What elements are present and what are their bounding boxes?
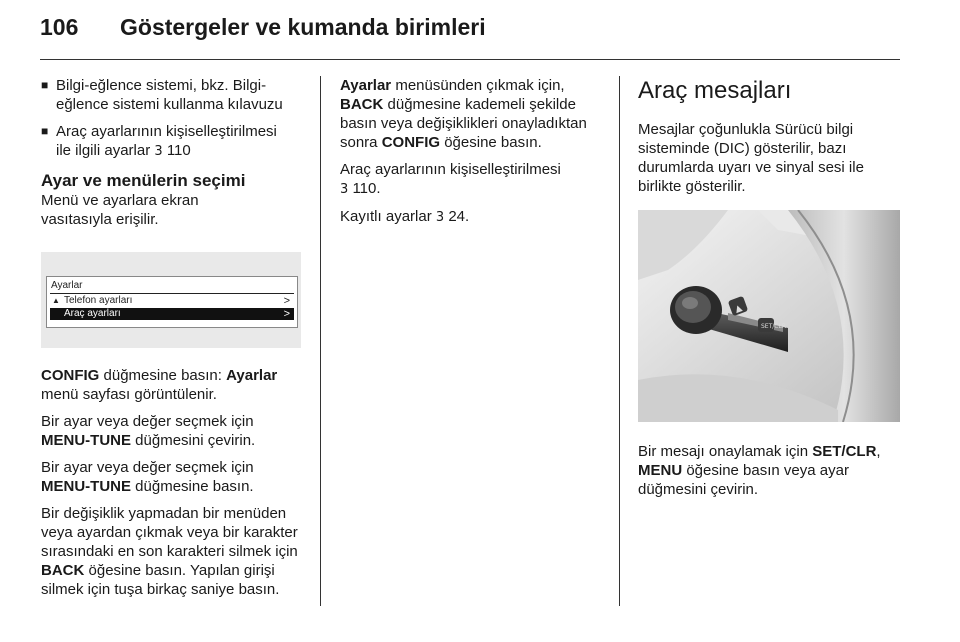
column-divider-1 (320, 76, 321, 606)
page-number: 106 (40, 14, 79, 40)
bullet-icon: ■ (41, 124, 49, 138)
page-ref[interactable]: 110 (166, 142, 191, 159)
page-ref-icon[interactable]: 3 (154, 144, 163, 159)
display-screen (46, 276, 298, 328)
column-2 (340, 76, 602, 235)
screen-title: Ayarlar (51, 280, 83, 291)
para-back: Bir değişiklik yapmadan bir menüden veya ayardan çıkmak veya bir karakter sırasındaki en son karakteri silmek için BACK öğesine basın. Yapılan girişi silmek için tuşa birkaç saniye basın. (41, 505, 298, 598)
column-1 (41, 76, 307, 607)
para-confirm-message: Bir mesajı onaylamak için SET/CLR, MENU öğesine basın veya ayar düğmesini çevirin. (638, 443, 881, 498)
column-divider-2 (619, 76, 620, 606)
para-exit-settings: Ayarlar menüsünden çıkmak için, BACK düğmesine kademeli şekilde basın veya değişiklikleri onayladıktan sonra CONFIG öğesine basın. (340, 77, 587, 151)
screen-divider (50, 293, 294, 294)
screen-row-vehicle-selected: Araç ayarları > (50, 308, 294, 320)
section-heading: Araç mesajları (638, 77, 792, 104)
page-ref-icon[interactable]: 3 (340, 182, 349, 197)
para-menu-tune-turn: Bir ayar veya değer seçmek için MENU-TUNE düğmesini çevirin. (41, 413, 256, 449)
display-illustration (41, 252, 301, 348)
steering-stalk-photo (638, 210, 900, 422)
header-rule (40, 59, 900, 60)
page-title: Göstergeler ve kumanda birimleri (120, 14, 486, 40)
bullet-icon: ■ (41, 78, 49, 92)
settings-intro: Menü ve ayarlara ekran vasıtasıyla erişilir. (41, 192, 199, 228)
chevron-right-icon: > (283, 295, 290, 307)
page-ref[interactable]: 24. (448, 208, 470, 225)
subheading-settings: Ayar ve menülerin seçimi (41, 171, 246, 190)
page-ref[interactable]: 110. (352, 180, 381, 197)
bullet-infotainment: ■ Bilgi-eğlence sistemi, bkz. Bilgi- eğlence sistemi kullanma kılavuzu (41, 77, 283, 113)
triangle-up-icon: ▲ (52, 296, 60, 305)
bullet-vehicle-settings: ■ Araç ayarlarının kişiselleştirilmesi ile ilgili ayarlar 3 110 (41, 123, 277, 159)
svg-text:SET/CLR: SET/CLR (761, 323, 786, 330)
svg-text:▲: ▲ (733, 303, 744, 315)
messages-intro: Mesajlar çoğunlukla Sürücü bilgi sisteminde (DIC) gösterilir, bazı durumlarda uyarı ve sinyal sesi ile birlikte gösterilir. (638, 121, 864, 195)
page-ref-icon[interactable]: 3 (435, 210, 445, 225)
screen-row-phone: ▲ Telefon ayarları > (52, 295, 290, 307)
column-3 (638, 76, 902, 507)
para-personalization-ref: Araç ayarlarının kişiselleştirilmesi 3 110. (340, 161, 561, 197)
para-menu-tune-press: Bir ayar veya değer seçmek için MENU-TUNE düğmesine basın. (41, 459, 254, 495)
chevron-right-icon: > (283, 308, 290, 320)
para-config: CONFIG düğmesine basın: Ayarlar menü sayfası görüntülenir. (41, 367, 278, 403)
para-saved-settings-ref: Kayıtlı ayarlar 3 24. (340, 208, 470, 225)
